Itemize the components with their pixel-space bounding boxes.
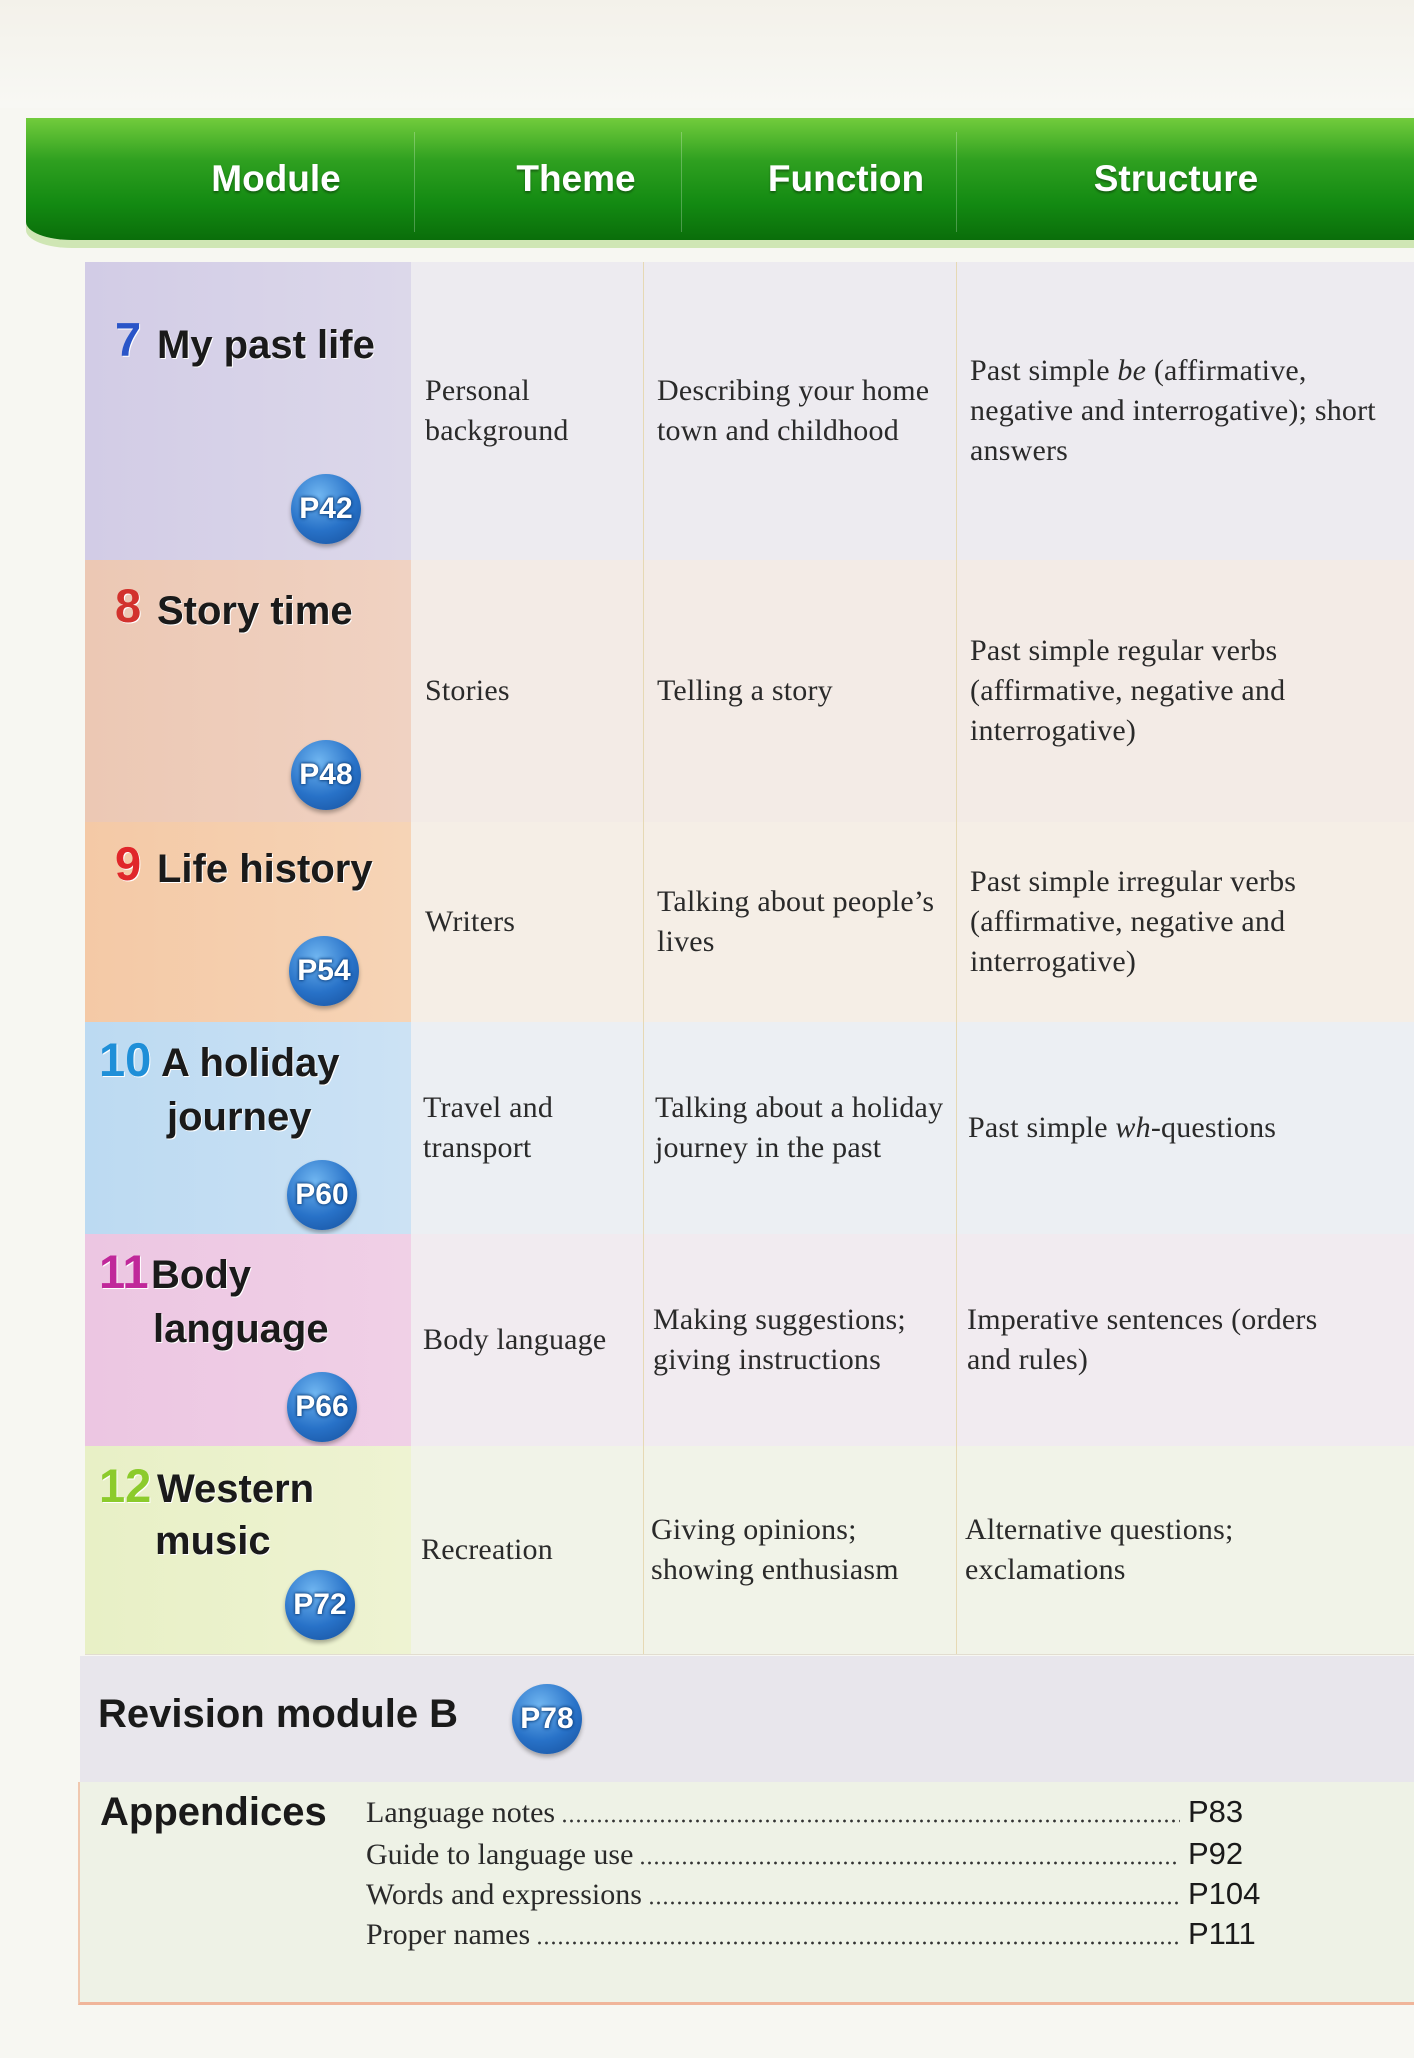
- structure-cell: Past simple regular verbs (affirmative, negative and interrogative): [970, 634, 1286, 747]
- top-margin: [0, 0, 1414, 108]
- structure-cell: Imperative sentences (orders and rules): [967, 1303, 1318, 1376]
- module-cell[interactable]: [85, 1022, 411, 1234]
- theme-cell: Travel and transport: [423, 1091, 554, 1164]
- page-badge[interactable]: P60: [287, 1160, 357, 1230]
- revision-title: Revision module B: [98, 1692, 459, 1736]
- theme-cell: Body language: [423, 1323, 607, 1356]
- module-cell[interactable]: [85, 262, 411, 560]
- header-structure: Structure: [1093, 158, 1259, 199]
- function-cell: Making suggestions; giving instructions: [653, 1303, 906, 1376]
- page-badge[interactable]: P48: [291, 740, 361, 810]
- structure-cell: Past simple irregular verbs (affirmative, negative and interrogative): [970, 865, 1297, 978]
- module-row-8: [85, 560, 1414, 823]
- appendix-item[interactable]: [366, 1872, 1266, 1912]
- leader-dots: [561, 1794, 1180, 1824]
- module-row-11: [85, 1234, 1414, 1447]
- function-cell: Talking about people’s lives: [657, 885, 935, 958]
- leader-dots: [536, 1916, 1180, 1946]
- module-title-line2: music: [155, 1519, 271, 1563]
- structure-cell: Alternative questions; exclamations: [965, 1513, 1234, 1586]
- page-badge[interactable]: P72: [285, 1570, 355, 1640]
- appendix-label: Words and expressions: [366, 1878, 642, 1911]
- module-number: 11: [99, 1245, 149, 1298]
- module-row-12: [85, 1446, 1414, 1655]
- module-number: 8: [115, 579, 142, 632]
- module-title: Western: [157, 1467, 315, 1511]
- page-badge[interactable]: P66: [287, 1372, 357, 1442]
- leader-dots: [648, 1876, 1180, 1906]
- theme-cell: Personal background: [425, 374, 569, 447]
- header-module: Module: [211, 158, 341, 199]
- appendix-item[interactable]: [366, 1832, 1266, 1872]
- module-title: Body: [151, 1253, 251, 1297]
- module-number: 9: [115, 837, 142, 890]
- module-cell[interactable]: [85, 822, 411, 1022]
- function-cell: Talking about a holiday journey in the past: [655, 1091, 944, 1164]
- page-badge[interactable]: P42: [291, 474, 361, 544]
- module-number: 7: [115, 313, 142, 366]
- appendix-label: Language notes: [366, 1796, 556, 1829]
- appendix-item[interactable]: [366, 1912, 1266, 1952]
- function-cell: Giving opinions; showing enthusiasm: [651, 1513, 899, 1586]
- header-theme: Theme: [516, 158, 636, 199]
- structure-cell: Past simple be (affirmative, negative and interrogative); short answers: [970, 354, 1376, 467]
- revision-module-row[interactable]: [80, 1656, 1414, 1782]
- module-cell[interactable]: [85, 560, 411, 822]
- module-row-9: [85, 822, 1414, 1023]
- contents-table: [85, 262, 1414, 1654]
- page-badge[interactable]: P54: [289, 936, 359, 1006]
- function-cell: Describing your home town and childhood: [657, 374, 930, 447]
- header-function: Function: [767, 158, 925, 199]
- appendix-item[interactable]: [366, 1790, 1266, 1830]
- module-cell[interactable]: [85, 1446, 411, 1654]
- module-title-line2: journey: [167, 1095, 312, 1139]
- module-row-10: [85, 1022, 1414, 1235]
- structure-cell: Past simple wh-questions: [968, 1111, 1277, 1144]
- module-number: 10: [99, 1033, 152, 1086]
- table-header: [26, 118, 1414, 240]
- module-title: My past life: [157, 323, 375, 367]
- leader-dots: [639, 1836, 1180, 1866]
- page-badge[interactable]: P78: [512, 1684, 582, 1754]
- module-cell[interactable]: [85, 1234, 411, 1446]
- module-title: Story time: [157, 589, 353, 633]
- module-number: 12: [99, 1459, 152, 1512]
- function-cell: Telling a story: [657, 674, 833, 707]
- module-title: A holiday: [161, 1041, 340, 1085]
- module-row-7: [85, 262, 1414, 561]
- module-title: Life history: [157, 847, 373, 891]
- module-title-line2: language: [153, 1307, 329, 1351]
- appendices-section: [78, 1782, 1414, 2005]
- appendix-label: Proper names: [366, 1918, 531, 1951]
- appendix-page: P104: [1188, 1876, 1261, 1911]
- appendix-page: P92: [1188, 1836, 1244, 1871]
- theme-cell: Writers: [425, 905, 516, 938]
- appendix-label: Guide to language use: [366, 1838, 634, 1871]
- appendix-page: P111: [1188, 1916, 1256, 1951]
- theme-cell: Stories: [425, 674, 510, 707]
- appendices-title: Appendices: [100, 1790, 327, 1834]
- appendix-page: P83: [1188, 1794, 1244, 1829]
- theme-cell: Recreation: [421, 1533, 553, 1566]
